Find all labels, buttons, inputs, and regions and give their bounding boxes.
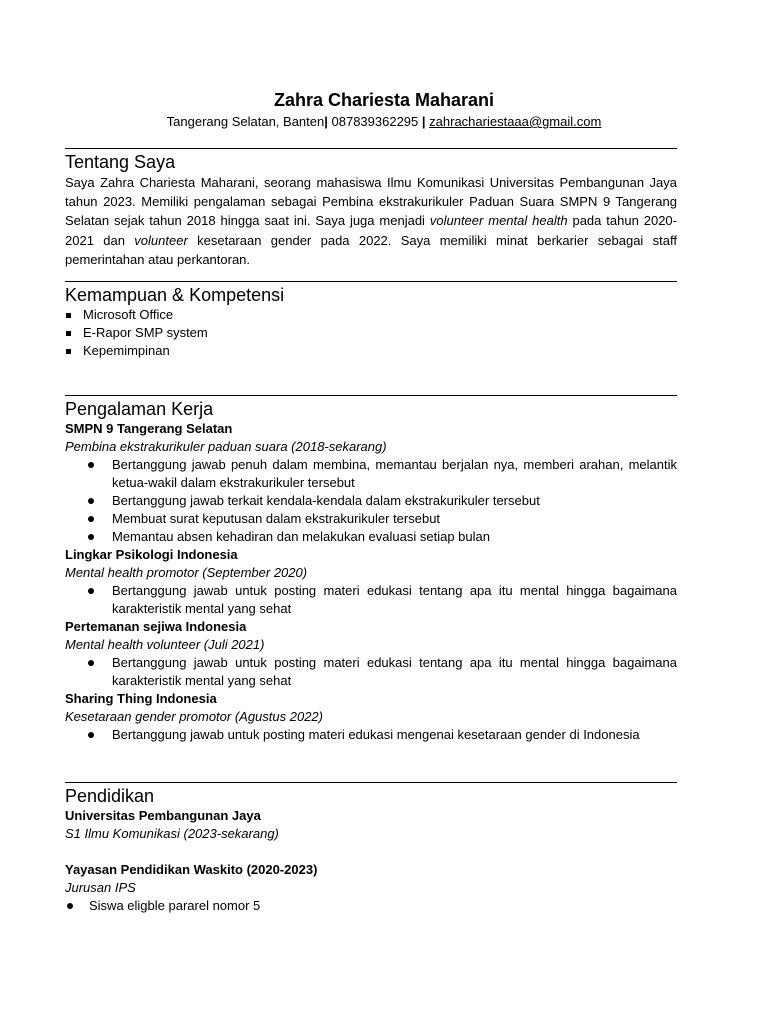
section-about: [65, 148, 677, 269]
separator: |: [324, 114, 328, 129]
bullet-icon: [88, 660, 94, 666]
list-item: Bertanggung jawab untuk posting materi edukasi mengenai kesetaraan gender di Indonesia: [65, 726, 677, 744]
job-role: Mental health volunteer (Juli 2021): [65, 637, 265, 652]
square-bullet-icon: [66, 313, 71, 318]
list-item: Microsoft Office: [65, 306, 677, 324]
school-detail: S1 Ilmu Komunikasi (2023-sekarang): [65, 826, 279, 841]
list-item: Bertanggung jawab untuk posting materi edukasi tentang apa itu mental hingga bagaimana karakteristik mental yang sehat: [65, 582, 677, 618]
square-bullet-icon: [66, 349, 71, 354]
skills-list: [65, 306, 677, 360]
section-education: [65, 782, 677, 915]
bullet-icon: [88, 534, 94, 540]
job-bullets: [65, 726, 677, 744]
list-item: Bertanggung jawab untuk posting materi edukasi tentang apa itu mental hingga bagaimana karakteristik mental yang sehat: [65, 654, 677, 690]
bullet-icon: [88, 462, 94, 468]
phone: 087839362295: [331, 114, 419, 129]
bullet-icon: [88, 732, 94, 738]
section-title: Pengalaman Kerja: [65, 399, 214, 419]
list-item: Bertanggung jawab terkait kendala-kendala dalam ekstrakurikuler tersebut: [65, 492, 677, 510]
job-org: Sharing Thing Indonesia: [65, 691, 217, 706]
section-experience: [65, 395, 677, 744]
person-name: Zahra Chariesta Maharani: [273, 90, 495, 110]
list-item: Membuat surat keputusan dalam ekstrakurikuler tersebut: [65, 510, 677, 528]
separator: |: [421, 114, 426, 129]
bullet-icon: [88, 498, 94, 504]
email-link[interactable]: zahrachariestaaa@gmail.com: [429, 114, 602, 129]
school-name: Yayasan Pendidikan Waskito (2020-2023): [65, 862, 318, 877]
section-title: Kemampuan & Kompetensi: [65, 285, 285, 305]
job-role: Pembina ekstrakurikuler paduan suara (2018-sekarang): [65, 439, 387, 454]
square-bullet-icon: [66, 331, 71, 336]
section-title: Tentang Saya: [65, 152, 176, 172]
school-detail: Jurusan IPS: [65, 880, 136, 895]
school-bullets: [65, 897, 677, 915]
list-item: E-Rapor SMP system: [65, 324, 677, 342]
job-org: Lingkar Psikologi Indonesia: [65, 547, 238, 562]
list-item: Kepemimpinan: [65, 342, 677, 360]
location: Tangerang Selatan, Banten: [166, 114, 325, 129]
list-item: Siswa eligble pararel nomor 5: [65, 897, 677, 915]
bullet-icon: [67, 903, 73, 909]
school-name: Universitas Pembangunan Jaya: [65, 808, 261, 823]
job-bullets: [65, 654, 677, 690]
job-bullets: [65, 582, 677, 618]
contact-line: [0, 113, 768, 131]
job-role: Mental health promotor (September 2020): [65, 565, 308, 580]
about-text: Saya Zahra Chariesta Maharani, seorang mahasiswa Ilmu Komunikasi Universitas Pembangunan Jaya tahun 2023. Memiliki pengalaman sebagai Pembina ekstrakurikuler Paduan Suara SMPN 9 Tangerang Selatan sejak tahun 2018 hingga saat ini. Saya juga menjadi volunteer mental health pada tahun 2020-2021 dan volunteer kesetaraan gender pada 2022. Saya memiliki minat berkarier sebagai staff pemerintahan atau perkantoran.: [65, 175, 677, 267]
cv-header: [0, 89, 768, 131]
job-role: Kesetaraan gender promotor (Agustus 2022): [65, 709, 323, 724]
section-skills: [65, 281, 677, 360]
bullet-icon: [88, 516, 94, 522]
bullet-icon: [88, 588, 94, 594]
job-bullets: [65, 456, 677, 546]
section-title: Pendidikan: [65, 786, 155, 806]
job-org: SMPN 9 Tangerang Selatan: [65, 421, 233, 436]
job-org: Pertemanan sejiwa Indonesia: [65, 619, 247, 634]
list-item: Memantau absen kehadiran dan melakukan evaluasi setiap bulan: [65, 528, 677, 546]
list-item: Bertanggung jawab penuh dalam membina, memantau berjalan nya, memberi arahan, melantik ketua-wakil dalam ekstrakurikuler tersebut: [65, 456, 677, 492]
